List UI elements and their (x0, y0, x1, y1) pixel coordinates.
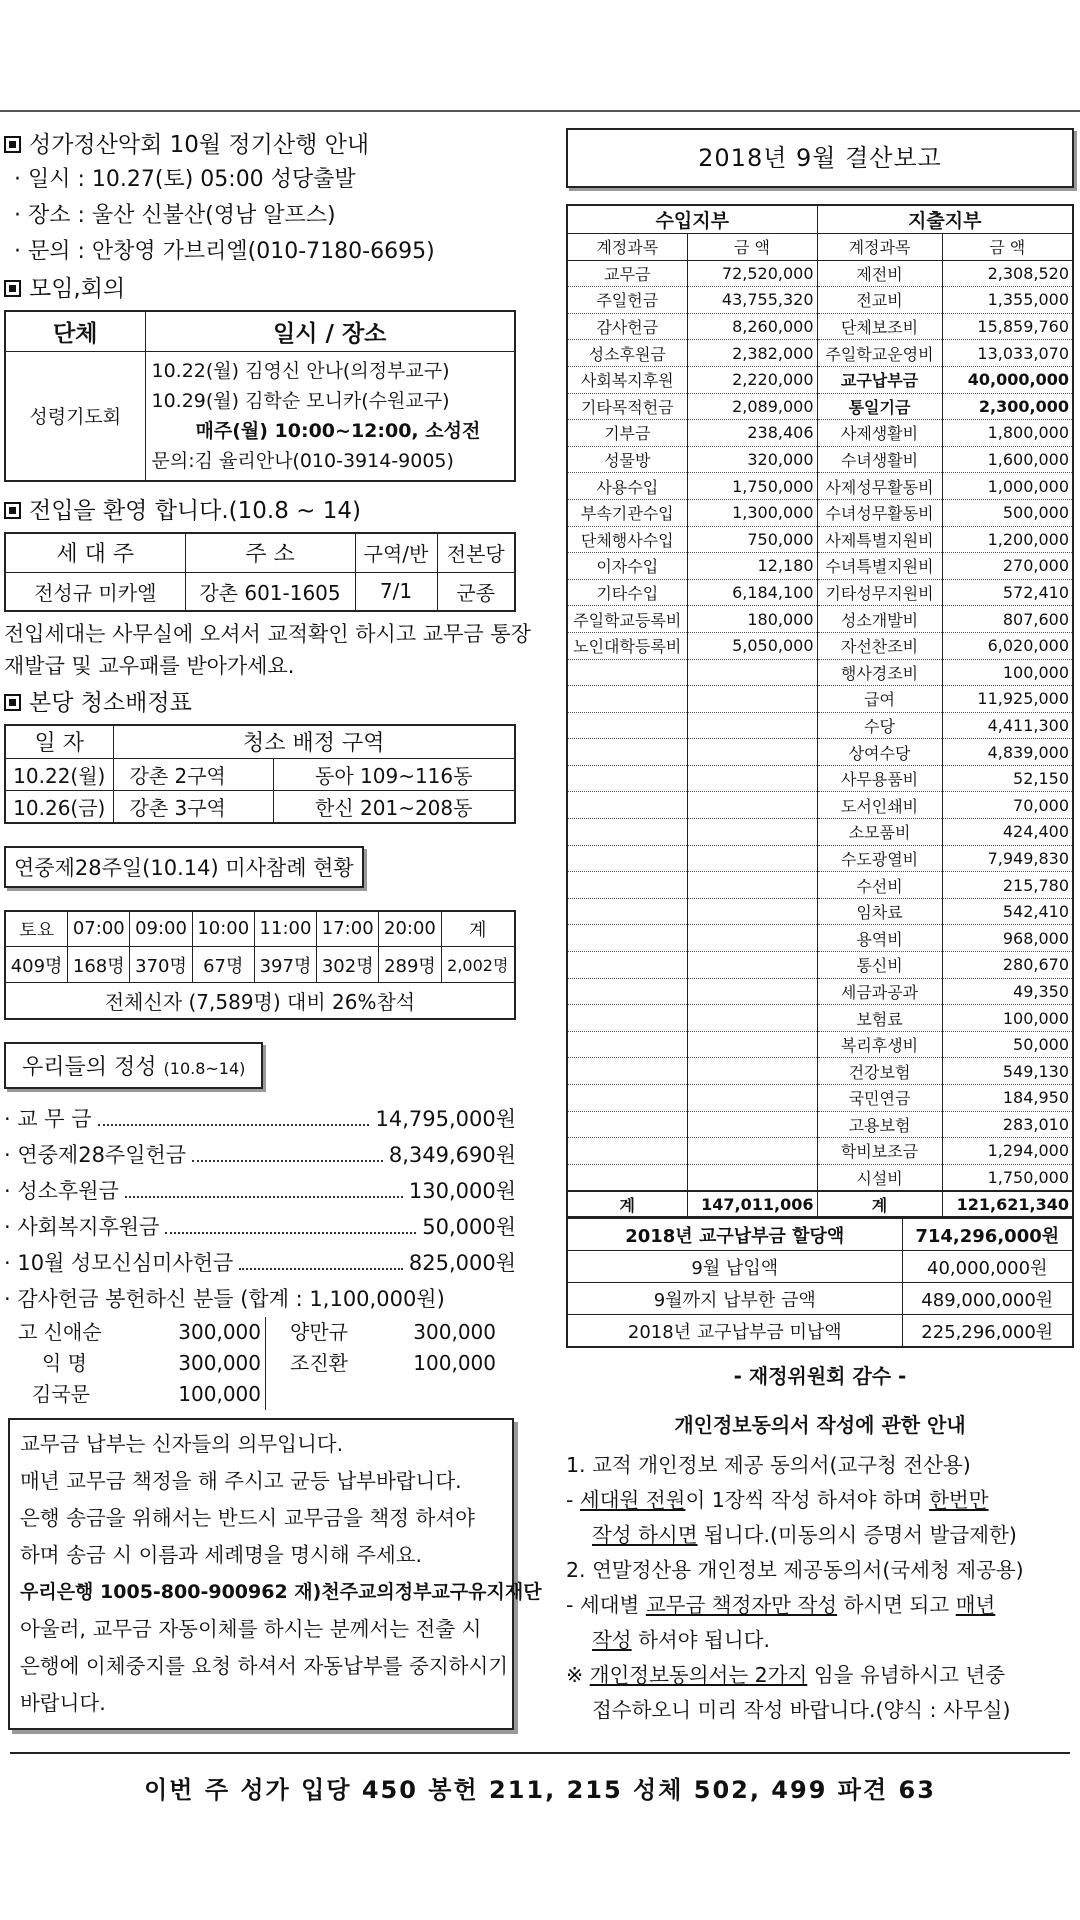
income-item (567, 1111, 687, 1138)
income-item: 이자수입 (567, 553, 687, 580)
expense-item: 수도광열비 (817, 845, 942, 872)
finance-row (567, 553, 1073, 580)
privacy-line: - 세대원 전원이 1장씩 작성 하셔야 하며 한번만 (566, 1487, 989, 1512)
mass-head: 계 (441, 911, 515, 947)
finance-row (567, 978, 1073, 1005)
summary-value: 489,000,000원 (902, 1283, 1073, 1315)
donor-amount: 100,000 (413, 1350, 496, 1375)
finance-row (567, 1111, 1073, 1138)
expense-item: 행사경조비 (817, 659, 942, 686)
expense-amount: 1,294,000 (942, 1138, 1073, 1165)
finance-row (567, 872, 1073, 899)
expense-amount: 968,000 (942, 925, 1073, 952)
cleaning-head-date: 일 자 (5, 725, 113, 759)
notice-line: 은행에 이체중지를 요청 하셔서 자동납부를 중지하시기 (20, 1654, 509, 1678)
expense-amount: 1,000,000 (942, 473, 1073, 500)
square-bullet-icon (4, 280, 21, 297)
summary-label: 2018년 교구납부금 미납액 (567, 1315, 902, 1347)
finance-total-row (567, 1191, 1073, 1218)
expense-item: 국민연금 (817, 1085, 942, 1112)
income-amount (687, 686, 817, 713)
privacy-line: - 세대별 교무금 책정자만 작성 하시면 되고 매년 (566, 1592, 996, 1617)
notice-line: 아울러, 교무금 자동이체를 하시는 분께서는 전출 시 (20, 1617, 482, 1641)
offering-row: · 사회복지후원금 50,000원 (4, 1209, 516, 1245)
expense-item: 급여 (817, 686, 942, 713)
finance-row (567, 393, 1073, 420)
meeting-head-group: 단체 (5, 311, 145, 351)
cleaning-cell: 10.22(월) (5, 759, 113, 791)
finance-row (567, 340, 1073, 367)
finance-row (567, 446, 1073, 473)
col-item: 계정과목 (567, 234, 687, 261)
expense-item: 보험료 (817, 1005, 942, 1032)
income-amount (687, 845, 817, 872)
income-item (567, 686, 687, 713)
offering-row: · 교 무 금 14,795,000원 (4, 1101, 516, 1137)
income-item: 기부금 (567, 420, 687, 447)
summary-value: 714,296,000원 (902, 1219, 1073, 1251)
expense-amount: 52,150 (942, 765, 1073, 792)
income-item (567, 925, 687, 952)
summary-label: 9월 납입액 (567, 1251, 902, 1283)
square-bullet-icon (4, 694, 21, 711)
welcome-head: 구역/반 (355, 533, 437, 573)
finance-row (567, 686, 1073, 713)
privacy-line: 1. 교적 개인정보 제공 동의서(교구청 전산용) (566, 1452, 971, 1477)
hiking-title: 성가정산악회 10월 정기산행 안내 (4, 128, 516, 162)
meeting-head-time: 일시 / 장소 (145, 311, 515, 351)
mass-table (4, 910, 516, 1020)
hiking-place: · 장소 : 울산 신불산(영남 알프스) (14, 203, 336, 228)
mass-title: 연중제28주일(10.14) 미사참례 현황 (4, 846, 364, 888)
col-amount: 금 액 (687, 234, 817, 261)
expense-amount: 184,950 (942, 1085, 1073, 1112)
finance-row (567, 287, 1073, 314)
income-amount (687, 1031, 817, 1058)
expense-item: 사제생활비 (817, 420, 942, 447)
expense-item: 복리후생비 (817, 1031, 942, 1058)
expense-amount: 1,600,000 (942, 446, 1073, 473)
donor-name: 고 신애순 (18, 1319, 102, 1344)
bottom-divider (10, 1752, 1070, 1754)
expense-amount: 215,780 (942, 872, 1073, 899)
expense-item: 세금과공과 (817, 978, 942, 1005)
finance-row (567, 1085, 1073, 1112)
donor-name: 김국문 (32, 1381, 90, 1406)
expense-amount: 4,839,000 (942, 739, 1073, 766)
income-amount: 1,750,000 (687, 473, 817, 500)
audit-note: - 재정위원회 감수 - (733, 1363, 907, 1388)
finance-table (566, 204, 1074, 1218)
income-amount: 1,300,000 (687, 499, 817, 526)
notice-line: 매년 교무금 책정을 해 주시고 균등 납부바랍니다. (20, 1469, 462, 1493)
expense-item: 고용보험 (817, 1111, 942, 1138)
income-amount (687, 819, 817, 846)
hymn-footer: 이번 주 성가 입당 450 봉헌 211, 215 성체 502, 499 파견 63 (144, 1776, 936, 1804)
expense-item: 통일기금 (817, 393, 942, 420)
notice-line: 교무금 납부는 신자들의 의무입니다. (20, 1432, 344, 1456)
welcome-head: 세 대 주 (5, 533, 185, 573)
mass-head: 07:00 (68, 911, 130, 947)
income-amount (687, 1164, 817, 1191)
expense-item: 수녀생활비 (817, 446, 942, 473)
expense-item: 사제성무활동비 (817, 473, 942, 500)
privacy-title: 개인정보동의서 작성에 관한 안내 (674, 1412, 966, 1437)
income-amount: 238,406 (687, 420, 817, 447)
summary-table (566, 1218, 1074, 1348)
income-amount (687, 1085, 817, 1112)
square-bullet-icon (4, 136, 21, 153)
expense-item: 도서인쇄비 (817, 792, 942, 819)
income-item (567, 1058, 687, 1085)
income-total: 147,011,006 (687, 1191, 817, 1218)
meeting-line: 10.22(월) 김영신 안나(의정부교구) (151, 359, 450, 382)
mass-value: 67명 (192, 947, 254, 983)
welcome-head: 주 소 (185, 533, 355, 573)
income-amount (687, 952, 817, 979)
income-amount: 180,000 (687, 606, 817, 633)
expense-item: 전교비 (817, 287, 942, 314)
expense-amount: 542,410 (942, 898, 1073, 925)
donor-name: 익 명 (42, 1350, 87, 1375)
hiking-contact: · 문의 : 안창영 가브리엘(010-7180-6695) (14, 239, 435, 264)
mass-head: 10:00 (192, 911, 254, 947)
expense-amount: 280,670 (942, 952, 1073, 979)
cleaning-table (4, 724, 516, 824)
expense-item: 통신비 (817, 952, 942, 979)
expense-amount: 11,925,000 (942, 686, 1073, 713)
donor-amount: 300,000 (413, 1319, 496, 1344)
privacy-line: 2. 연말정산용 개인정보 제공동의서(국세청 제공용) (566, 1557, 1024, 1582)
cleaning-cell: 동아 109~116동 (273, 759, 515, 791)
finance-row (567, 765, 1073, 792)
expense-item: 시설비 (817, 1164, 942, 1191)
income-amount (687, 792, 817, 819)
cleaning-cell: 10.26(금) (5, 791, 113, 823)
notice-line: 은행 송금을 위해서는 반드시 교무금을 책정 하셔야 (20, 1506, 475, 1530)
welcome-note: 재발급 및 교우패를 받아가세요. (4, 653, 295, 678)
tithe-notice (8, 1418, 542, 1730)
finance-row (567, 632, 1073, 659)
mass-value: 409명 (5, 947, 68, 983)
income-item: 단체행사수입 (567, 526, 687, 553)
summary-label: 9월까지 납부한 금액 (567, 1283, 902, 1315)
expense-item: 수녀성무활동비 (817, 499, 942, 526)
income-item (567, 872, 687, 899)
expense-amount: 1,750,000 (942, 1164, 1073, 1191)
income-amount (687, 765, 817, 792)
income-item (567, 1138, 687, 1165)
cleaning-cell: 강촌 3구역 (113, 791, 273, 823)
expense-total-label: 계 (817, 1191, 942, 1218)
expense-amount: 549,130 (942, 1058, 1073, 1085)
notice-bank-account: 우리은행 1005-800-900962 재)천주교의정부교구유지재단 (20, 1581, 542, 1603)
expense-item: 기타성무지원비 (817, 579, 942, 606)
finance-row (567, 473, 1073, 500)
cleaning-head-area: 청소 배정 구역 (113, 725, 515, 759)
income-amount: 5,050,000 (687, 632, 817, 659)
finance-row (567, 420, 1073, 447)
expense-amount: 270,000 (942, 553, 1073, 580)
expense-item: 제전비 (817, 260, 942, 287)
expense-item: 건강보험 (817, 1058, 942, 1085)
summary-value: 40,000,000원 (902, 1251, 1073, 1283)
income-amount: 12,180 (687, 553, 817, 580)
expense-item: 학비보조금 (817, 1138, 942, 1165)
finance-title: 2018년 9월 결산보고 (566, 128, 1074, 188)
expense-amount: 807,600 (942, 606, 1073, 633)
col-item: 계정과목 (817, 234, 942, 261)
privacy-line: ※ 개인정보동의서는 2가지 임을 유념하시고 년중 (566, 1662, 1006, 1687)
expense-amount: 49,350 (942, 978, 1073, 1005)
income-amount (687, 978, 817, 1005)
income-amount (687, 1005, 817, 1032)
expense-item: 상여수당 (817, 739, 942, 766)
finance-row (567, 526, 1073, 553)
donor-name: 조진환 (290, 1350, 348, 1375)
mass-head: 17:00 (317, 911, 379, 947)
income-amount: 6,184,100 (687, 579, 817, 606)
income-amount: 2,382,000 (687, 340, 817, 367)
income-item (567, 765, 687, 792)
mass-value: 397명 (254, 947, 316, 983)
finance-row (567, 1138, 1073, 1165)
mass-value: 289명 (379, 947, 441, 983)
donor-amount: 300,000 (138, 1348, 266, 1379)
income-item: 부속기관수입 (567, 499, 687, 526)
donor-grid (4, 1317, 516, 1410)
welcome-table (4, 532, 516, 612)
income-amount: 43,755,320 (687, 287, 817, 314)
finance-row (567, 1058, 1073, 1085)
summary-value: 225,296,000원 (902, 1315, 1073, 1347)
income-item (567, 739, 687, 766)
income-amount: 8,260,000 (687, 313, 817, 340)
expense-amount: 15,859,760 (942, 313, 1073, 340)
expense-item: 사제특별지원비 (817, 526, 942, 553)
mass-head: 09:00 (130, 911, 192, 947)
top-divider (0, 110, 1080, 112)
income-amount (687, 1058, 817, 1085)
income-item (567, 819, 687, 846)
income-amount (687, 872, 817, 899)
expense-item: 성소개발비 (817, 606, 942, 633)
income-item (567, 1031, 687, 1058)
expense-item: 소모품비 (817, 819, 942, 846)
expense-amount: 7,949,830 (942, 845, 1073, 872)
income-amount: 320,000 (687, 446, 817, 473)
expense-item: 임차료 (817, 898, 942, 925)
offering-row: · 10월 성모신심미사헌금 825,000원 (4, 1245, 516, 1281)
finance-row (567, 1031, 1073, 1058)
income-total-label: 계 (567, 1191, 687, 1218)
income-item (567, 1005, 687, 1032)
expense-amount: 500,000 (942, 499, 1073, 526)
income-item (567, 978, 687, 1005)
finance-row (567, 260, 1073, 287)
summary-label: 2018년 교구납부금 할당액 (567, 1219, 902, 1251)
meeting-group: 성령기도회 (5, 351, 145, 481)
finance-row (567, 579, 1073, 606)
left-column (4, 128, 531, 1410)
income-item (567, 1164, 687, 1191)
expense-amount: 4,411,300 (942, 712, 1073, 739)
income-item: 주일학교등록비 (567, 606, 687, 633)
welcome-cell: 7/1 (355, 573, 437, 611)
finance-row (567, 313, 1073, 340)
income-item: 노인대학등록비 (567, 632, 687, 659)
col-amount: 금 액 (942, 234, 1073, 261)
hiking-date: · 일시 : 10.27(토) 05:00 성당출발 (14, 167, 356, 192)
welcome-cell: 전성규 미카엘 (5, 573, 185, 611)
income-amount (687, 659, 817, 686)
finance-row (567, 952, 1073, 979)
income-item (567, 952, 687, 979)
notice-line: 바랍니다. (20, 1691, 106, 1715)
square-bullet-icon (4, 502, 21, 519)
income-item (567, 659, 687, 686)
income-amount: 2,220,000 (687, 366, 817, 393)
mass-head: 11:00 (254, 911, 316, 947)
expense-amount: 40,000,000 (942, 366, 1073, 393)
offering-list (4, 1101, 516, 1317)
expense-amount: 572,410 (942, 579, 1073, 606)
expense-amount: 2,308,520 (942, 260, 1073, 287)
finance-row (567, 499, 1073, 526)
expense-total: 121,621,340 (942, 1191, 1073, 1218)
expense-amount: 50,000 (942, 1031, 1073, 1058)
offering-title: 우리들의 정성 (10.8~14) (4, 1042, 263, 1089)
income-item: 감사헌금 (567, 313, 687, 340)
income-item: 성물방 (567, 446, 687, 473)
mass-summary: 전체신자 (7,589명) 대비 26%참석 (5, 983, 515, 1019)
expense-amount: 70,000 (942, 792, 1073, 819)
income-amount (687, 739, 817, 766)
donor-amount: 100,000 (138, 1379, 266, 1410)
income-item: 사용수입 (567, 473, 687, 500)
thanks-title: · 감사헌금 봉헌하신 분들 (합계 : 1,100,000원) (4, 1286, 445, 1311)
income-item: 기타목적헌금 (567, 393, 687, 420)
expense-item: 자선찬조비 (817, 632, 942, 659)
expense-amount: 2,300,000 (942, 393, 1073, 420)
privacy-body (566, 1448, 1074, 1728)
cleaning-cell: 강촌 2구역 (113, 759, 273, 791)
income-amount (687, 925, 817, 952)
expense-amount: 1,800,000 (942, 420, 1073, 447)
income-item (567, 1085, 687, 1112)
welcome-head: 전본당 (437, 533, 515, 573)
expense-item: 수당 (817, 712, 942, 739)
finance-row (567, 1164, 1073, 1191)
welcome-cell: 군종 (437, 573, 515, 611)
offering-row: · 성소후원금 130,000원 (4, 1173, 516, 1209)
mass-value: 370명 (130, 947, 192, 983)
expense-amount: 6,020,000 (942, 632, 1073, 659)
cleaning-title: 본당 청소배정표 (4, 686, 516, 720)
finance-row (567, 898, 1073, 925)
finance-row (567, 366, 1073, 393)
expense-item: 단체보조비 (817, 313, 942, 340)
income-amount: 72,520,000 (687, 260, 817, 287)
privacy-line: 작성 하시면 됩니다.(미동의시 증명서 발급제한) (592, 1522, 1017, 1547)
income-item: 주일헌금 (567, 287, 687, 314)
offering-row: · 연중제28주일헌금 8,349,690원 (4, 1137, 516, 1173)
expense-amount: 100,000 (942, 659, 1073, 686)
mass-head: 20:00 (379, 911, 441, 947)
expense-amount: 1,200,000 (942, 526, 1073, 553)
income-item: 사회복지후원 (567, 366, 687, 393)
privacy-line: 접수하오니 미리 작성 바랍니다.(양식 : 사무실) (592, 1697, 1011, 1722)
expense-amount: 100,000 (942, 1005, 1073, 1032)
meeting-title: 모임,회의 (4, 272, 516, 306)
income-item: 성소후원금 (567, 340, 687, 367)
meeting-table (4, 310, 516, 482)
income-amount (687, 712, 817, 739)
income-item (567, 898, 687, 925)
expense-item: 주일학교운영비 (817, 340, 942, 367)
income-amount (687, 1138, 817, 1165)
cleaning-cell: 한신 201~208동 (273, 791, 515, 823)
finance-row (567, 739, 1073, 766)
income-amount: 750,000 (687, 526, 817, 553)
finance-row (567, 819, 1073, 846)
expense-header: 지출지부 (817, 205, 1073, 234)
finance-row (567, 1005, 1073, 1032)
notice-line: 하며 송금 시 이름과 세례명을 명시해 주세요. (20, 1543, 423, 1567)
mass-head: 토요 (5, 911, 68, 947)
expense-amount: 1,355,000 (942, 287, 1073, 314)
finance-row (567, 792, 1073, 819)
finance-row (567, 659, 1073, 686)
income-item (567, 712, 687, 739)
mass-value: 302명 (317, 947, 379, 983)
privacy-line: 작성 하셔야 됩니다. (592, 1627, 770, 1652)
expense-item: 수선비 (817, 872, 942, 899)
expense-amount: 13,033,070 (942, 340, 1073, 367)
income-item: 교무금 (567, 260, 687, 287)
expense-amount: 424,400 (942, 819, 1073, 846)
expense-item: 용역비 (817, 925, 942, 952)
finance-row (567, 606, 1073, 633)
income-header: 수입지부 (567, 205, 817, 234)
mass-value: 168명 (68, 947, 130, 983)
income-amount (687, 1111, 817, 1138)
welcome-cell: 강촌 601-1605 (185, 573, 355, 611)
finance-row (567, 845, 1073, 872)
finance-row (567, 925, 1073, 952)
right-column (566, 128, 1074, 1728)
expense-item: 수녀특별지원비 (817, 553, 942, 580)
income-amount: 2,089,000 (687, 393, 817, 420)
welcome-title: 전입을 환영 합니다.(10.8 ~ 14) (4, 494, 516, 528)
finance-row (567, 712, 1073, 739)
welcome-note: 전입세대는 사무실에 오셔서 교적확인 하시고 교무금 통장 (4, 621, 531, 646)
expense-item: 교구납부금 (817, 366, 942, 393)
expense-item: 사무용품비 (817, 765, 942, 792)
expense-amount: 283,010 (942, 1111, 1073, 1138)
meeting-line: 매주(월) 10:00~12:00, 소성전 (195, 419, 481, 442)
mass-value: 2,002명 (441, 947, 515, 983)
income-amount (687, 898, 817, 925)
meeting-line: 문의:김 율리안나(010-3914-9005) (151, 449, 454, 472)
income-item: 기타수입 (567, 579, 687, 606)
donor-amount: 300,000 (138, 1317, 266, 1348)
donor-name: 양만규 (290, 1319, 348, 1344)
income-item (567, 845, 687, 872)
meeting-line: 10.29(월) 김학순 모니카(수원교구) (151, 389, 450, 412)
income-item (567, 792, 687, 819)
